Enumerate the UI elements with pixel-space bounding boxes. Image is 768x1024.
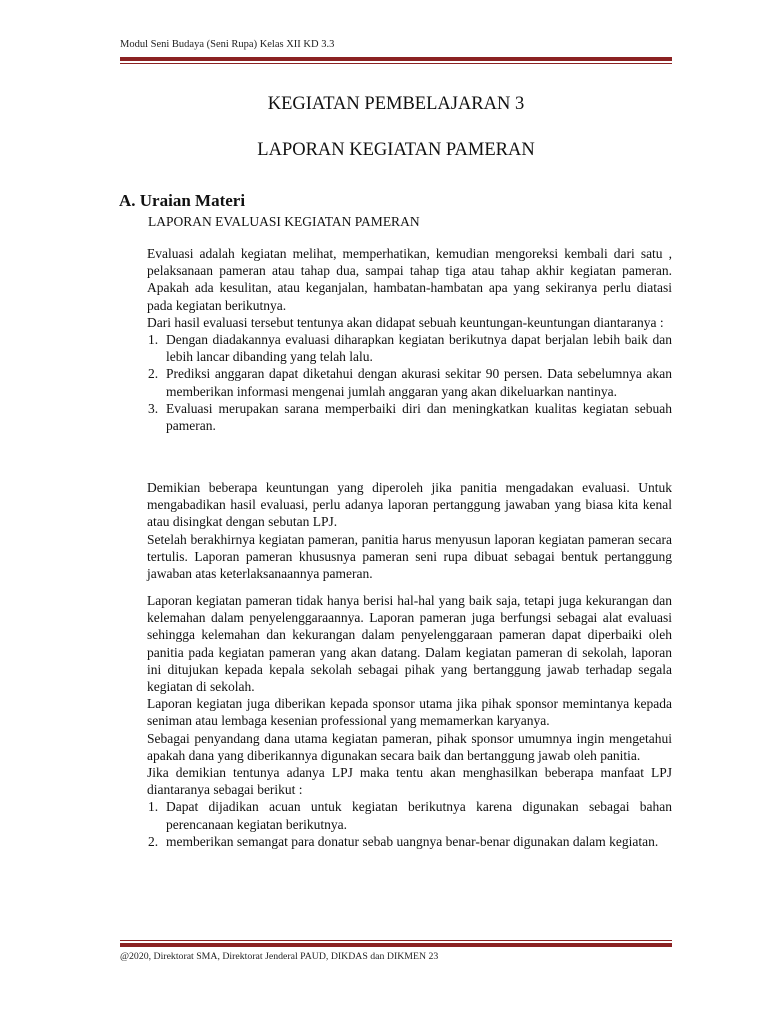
list-item [147,833,672,850]
lesson-subtitle: LAPORAN KEGIATAN PAMERAN [257,140,535,160]
report-block [147,592,672,850]
list-number: 2. [148,833,159,849]
list-text: Dapat dijadikan acuan untuk kegiatan berikutnya karena digunakan sebagai bahan perencanaan kegiatan berikutnya. [166,799,672,832]
paragraph: Laporan kegiatan pameran tidak hanya berisi hal-hal yang baik saja, tetapi juga kekurangan dan kelemahan dalam penyelenggaraannya. Laporan pameran juga berfungsi sebagai alat evaluasi sehingga kelemahan dan kekurangan dalam penyelenggaraan pameran dapat diperbaiki oleh panitia pada kegiatan pameran yang akan datang. Dalam kegiatan pameran di sekolah, laporan ini ditujukan kepada kepala sekolah sebagai pihak yang bertanggung jawab terhadap segala kegiatan di sekolah. [147,593,672,695]
header-rule-thick [120,57,672,61]
list-item [147,365,672,399]
list-item [147,331,672,365]
paragraph: Setelah berakhirnya kegiatan pameran, panitia harus menyusun laporan kegiatan pameran secara tertulis. Laporan pameran khususnya pameran seni rupa dibuat sebagai bentuk pertanggung jawaban atas keterlaksanaannya pameran. [147,531,672,582]
paragraph: Jika demikian tentunya adanya LPJ maka tentu akan menghasilkan beberapa manfaat LPJ diantaranya sebagai berikut : [147,765,672,798]
paragraph: Demikian beberapa keuntungan yang diperoleh jika panitia mengadakan evaluasi. Untuk mengabadikan hasil evaluasi, perlu adanya laporan pertanggung jawaban yang biasa kita kenal atau disingkat dengan sebutan LPJ. [147,480,672,530]
lesson-title: KEGIATAN PEMBELAJARAN 3 [267,94,525,114]
footer-rule-thick [120,943,672,947]
list-number: 3. [148,400,159,416]
paragraph: Sebagai penyandang dana utama kegiatan pameran, pihak sponsor umumnya ingin mengetahui apakah dana yang diberikannya digunakan secara baik dan bertanggung jawab oleh panitia. [147,730,672,763]
list-number: 1. [148,332,159,348]
paragraph: Evaluasi adalah kegiatan melihat, memperhatikan, kemudian mengoreksi kembali dari satu , pelaksanaan pameran atau tahap dua, sampai tahap tiga atau tahap akhir kegiatan pameran. Apakah ada kesulitan, atau keganjalan, hambatan-hambatan apa yang sekiranya perlu diatasi pada kegiatan berikutnya. [147,246,672,313]
benefits-list [147,331,672,434]
header-rule-thin [120,63,672,64]
paragraph: Laporan kegiatan juga diberikan kepada sponsor utama jika pihak sponsor memintanya kepada seniman atau lembaga kesenian professional yang memamerkan karyanya. [147,696,672,729]
list-text: Prediksi anggaran dapat diketahui dengan akurasi sekitar 90 persen. Data sebelumnya akan memberikan informasi mengenai jumlah anggaran yang akan dikeluarkan nantinya. [166,366,672,399]
list-text: Evaluasi merupakan sarana memperbaiki diri dan meningkatkan kualitas kegiatan sebuah pameran. [166,400,672,434]
list-text: Dengan diadakannya evaluasi diharapkan kegiatan berikutnya dapat berjalan lebih baik dan lebih lancar dibanding yang telah lalu. [166,332,672,365]
subsection-heading: LAPORAN EVALUASI KEGIATAN PAMERAN [148,214,420,229]
list-item [147,400,672,434]
footer-rule-thin [120,940,672,941]
list-text: memberikan semangat para donatur sebab uangnya benar-benar digunakan dalam kegiatan. [166,833,659,849]
list-item [147,798,672,832]
list-number: 1. [148,799,159,815]
lpj-intro-block [147,479,672,582]
list-number: 2. [148,366,159,382]
evaluation-block [147,245,672,434]
section-heading: A. Uraian Materi [119,191,246,210]
paragraph: Dari hasil evaluasi tersebut tentunya akan didapat sebuah keuntungan-keuntungan diantaranya : [147,314,664,330]
lpj-benefits-list [147,798,672,850]
footer-credit: @2020, Direktorat SMA, Direktorat Jenderal PAUD, DIKDAS dan DIKMEN 23 [120,951,439,962]
running-header: Modul Seni Budaya (Seni Rupa) Kelas XII KD 3.3 [120,39,335,50]
